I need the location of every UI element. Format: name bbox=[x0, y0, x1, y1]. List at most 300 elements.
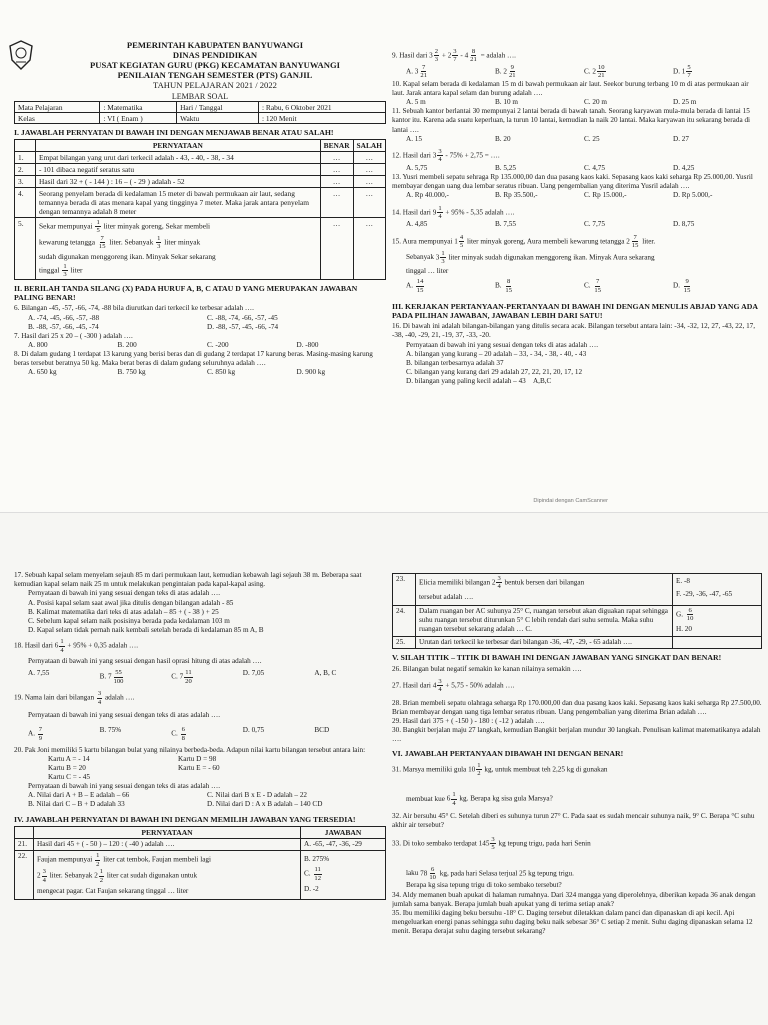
text: C. bbox=[171, 729, 178, 738]
numerator: 5 bbox=[687, 63, 691, 71]
options-7 bbox=[14, 341, 386, 350]
text: 14. Hasil dari bbox=[392, 208, 431, 217]
question-12 bbox=[392, 148, 762, 164]
text: 31. Marsya memiliki gula bbox=[392, 765, 467, 774]
option[interactable]: A. 15 bbox=[406, 134, 422, 143]
denominator: 21 bbox=[597, 72, 605, 80]
denominator: 8 bbox=[181, 734, 185, 742]
answer-choice[interactable] bbox=[673, 574, 762, 606]
whole: 2 bbox=[94, 871, 98, 880]
statement: Seorang penyelam berada di kedalaman 15 meter di bawah permukaan air laut, sedang temannya berada di atas menara kapal yang tingginya 7 meter. Maka jarak antara penyelam dengan temannya adalah 8 meter bbox=[36, 188, 321, 218]
option[interactable]: B. Nilai dari C – B + D adalah 33 bbox=[28, 800, 125, 809]
option[interactable]: D. -88, -57, -45, -66, -74 bbox=[207, 322, 279, 331]
option[interactable]: C. 25 bbox=[584, 134, 600, 143]
denominator: 15 bbox=[631, 242, 639, 250]
option[interactable]: D. 7,05 bbox=[242, 669, 265, 678]
option[interactable]: C. 2 $\frac{10}{21}$ bbox=[584, 63, 605, 80]
option[interactable]: C. -200 bbox=[207, 340, 229, 349]
option[interactable]: C. 7,75 bbox=[584, 220, 605, 229]
card-value: Kartu A = - 14 bbox=[48, 755, 90, 764]
numerator: 7 bbox=[100, 234, 104, 242]
fraction bbox=[95, 852, 100, 868]
numerator: 1 bbox=[477, 761, 481, 769]
denominator: 4 bbox=[497, 583, 501, 591]
answer-choice[interactable] bbox=[673, 636, 762, 648]
options-14 bbox=[392, 220, 762, 229]
question-prompt: Pernyataan di bawah ini yang sesuai dengan teks di atas adalah …. bbox=[28, 782, 221, 791]
numerator: 3 bbox=[97, 690, 102, 698]
text: liter bbox=[70, 265, 83, 275]
question-35: 35. Ibu memiliki daging beku bersuhu -18° C. Daging tersebut diletakkan dalam panci dan dipanaskan di api kecil. Api mengeluarkan energi panas sehingga suhu daging beku naik sebesar 36° C setiap 2 menit. Suhu daging dipanaskan selama 12 menit. Berapa derajat suhu daging tersebut sekarang? bbox=[392, 908, 753, 936]
info-label: Waktu bbox=[177, 113, 259, 124]
option[interactable]: C. Rp 15.000,- bbox=[584, 191, 627, 200]
denominator: 15 bbox=[416, 286, 424, 294]
header-line: DINAS PENDIDIKAN bbox=[172, 50, 258, 60]
question-31 bbox=[392, 762, 762, 808]
option[interactable]: D. Kapal selam tidak pernah naik kembali setelah berada di kedalaman 85 m A, B bbox=[28, 626, 264, 635]
denominator: 5 bbox=[96, 227, 100, 235]
answer-blank[interactable]: … bbox=[320, 176, 353, 188]
numerator: 3 bbox=[438, 677, 442, 685]
card-value bbox=[178, 773, 308, 782]
option[interactable]: A. bilangan yang kurang – 20 adalah – 33, - 34, - 38, - 40, - 43 bbox=[406, 349, 587, 358]
answer-blank[interactable]: … bbox=[353, 218, 385, 280]
table-header: PERNYATAAN bbox=[34, 827, 301, 839]
denominator: 20 bbox=[185, 677, 192, 685]
denominator: 3 bbox=[434, 56, 439, 64]
answer-blank[interactable]: … bbox=[353, 152, 385, 164]
handwritten-answer: A, B, C bbox=[314, 669, 337, 678]
table-row bbox=[393, 574, 762, 606]
fraction bbox=[98, 235, 107, 251]
numerator: 55 bbox=[115, 669, 122, 677]
text: Sebanyak bbox=[406, 253, 434, 262]
denominator: 10 bbox=[429, 873, 436, 881]
text: E. -8 bbox=[676, 577, 690, 585]
fraction bbox=[686, 64, 691, 80]
option[interactable]: D. 900 kg bbox=[296, 368, 326, 377]
row-number: 23. bbox=[393, 574, 416, 606]
text: liter minyak sudah digunakan menggoreng ikan. Minyak Aura sekarang bbox=[448, 253, 655, 262]
answer-choice[interactable] bbox=[673, 605, 762, 636]
option[interactable]: B. bilangan terbesarnya adalah 37 bbox=[406, 358, 504, 367]
option[interactable]: A. 4,85 bbox=[406, 220, 428, 229]
answer-blank[interactable]: … bbox=[320, 188, 353, 218]
info-value: : VI ( Enam ) bbox=[100, 113, 177, 124]
text: sudah digunakan menggoreng ikan. Minyak Sekar sekarang bbox=[39, 251, 216, 261]
question-18 bbox=[14, 638, 386, 654]
row-number: 24. bbox=[393, 605, 416, 636]
question-6: 6. Bilangan -45, -57, -66, -74, -88 bila diurutkan dari terkecil ke terbesar adalah …. bbox=[14, 304, 254, 313]
denominator: 4 bbox=[97, 698, 102, 706]
fraction bbox=[686, 607, 695, 623]
fraction bbox=[59, 638, 64, 654]
numerator: 7 bbox=[422, 63, 426, 71]
card-values bbox=[14, 755, 308, 782]
denominator: 100 bbox=[113, 677, 124, 685]
answer-choice[interactable]: A. -65, -47, -36, -29 bbox=[301, 839, 386, 851]
fraction bbox=[504, 278, 513, 294]
column-1 bbox=[14, 0, 386, 512]
numerator: 6 bbox=[688, 606, 692, 614]
fraction bbox=[452, 48, 457, 64]
option[interactable]: D. bilangan yang paling kecil adalah – 43 bbox=[406, 377, 526, 386]
numerator: 8 bbox=[507, 278, 511, 286]
fraction bbox=[181, 726, 186, 742]
true-false-table bbox=[14, 139, 386, 280]
text: bentuk bersen dari bilangan bbox=[504, 578, 585, 587]
table-header: PERNYATAAN bbox=[36, 140, 321, 152]
whole: 2 bbox=[37, 871, 41, 880]
numerator: 11 bbox=[185, 669, 192, 677]
option[interactable]: D. 1 $\frac{5}{7}$ bbox=[673, 63, 691, 80]
matching-table-continued bbox=[392, 573, 762, 649]
column-3 bbox=[14, 513, 386, 1025]
question-29: 29. Hasil dari 375 + ( -150 ) - 180 : ( -12 ) adalah …. bbox=[392, 717, 545, 726]
denominator: 15 bbox=[594, 286, 601, 294]
numerator: 14 bbox=[416, 278, 424, 286]
fraction bbox=[440, 250, 445, 266]
numerator: 1 bbox=[441, 249, 445, 257]
options-13 bbox=[392, 191, 762, 200]
numerator: 1 bbox=[96, 852, 100, 860]
option[interactable] bbox=[100, 669, 172, 685]
fraction bbox=[419, 64, 428, 80]
question-33 bbox=[392, 836, 762, 882]
numerator: 1 bbox=[452, 791, 456, 799]
section-title: I. JAWABLAH PERNYATAN DI BAWAH INI DENGAN MENJAWAB BENAR ATAU SALAH! bbox=[14, 128, 334, 137]
info-label: Hari / Tanggal bbox=[177, 102, 259, 113]
handwritten-answer: BCD bbox=[314, 726, 330, 735]
denominator: 5 bbox=[459, 242, 464, 250]
numerator: 10 bbox=[597, 63, 605, 71]
option[interactable]: B. 20 bbox=[495, 134, 511, 143]
option[interactable]: A. -74, -45, -66, -57, -88 bbox=[28, 313, 100, 322]
option[interactable]: B. $\frac{8}{15}$ bbox=[495, 278, 512, 294]
whole: 2 bbox=[447, 51, 452, 60]
row-number: 3. bbox=[15, 176, 36, 188]
text: Elicia memiliki bilangan bbox=[419, 578, 491, 587]
answer-blank[interactable]: … bbox=[353, 164, 385, 176]
scan-page-top bbox=[0, 0, 768, 512]
denominator: 10 bbox=[686, 615, 694, 623]
option[interactable]: A. 7,55 bbox=[28, 669, 50, 678]
options-12 bbox=[392, 164, 762, 173]
option[interactable]: D. Nilai dari D : A x B adalah – 140 CD bbox=[207, 800, 323, 809]
table-row bbox=[15, 218, 386, 280]
table-header bbox=[15, 140, 36, 152]
option[interactable]: C. 20 m bbox=[584, 98, 607, 107]
option[interactable]: B. -88, -57, -66, -45, -74 bbox=[28, 322, 99, 331]
row-number: 2. bbox=[15, 164, 36, 176]
text: B. 275% bbox=[304, 855, 330, 864]
question-34: 34. Aldy memanen buah apukat di halaman rumahnya. Dari 324 mangga yang diperolehnya, diberikan kepada 36 anak dengan jumlah sama banyak. Berapa jumlah buah apukat yang di terima setiap anak? bbox=[392, 890, 756, 908]
option[interactable]: D. $\frac{9}{15}$ bbox=[673, 278, 691, 294]
denominator: 4 bbox=[42, 876, 46, 884]
numerator: 11 bbox=[314, 866, 321, 874]
option[interactable]: B. 2 $\frac{9}{21}$ bbox=[495, 63, 516, 80]
text: B. 7 bbox=[99, 673, 112, 681]
option[interactable]: D. Rp 5.000,- bbox=[673, 191, 713, 200]
table-header bbox=[15, 827, 34, 839]
header-line: PENILAIAN TENGAH SEMESTER (PTS) GANJIL bbox=[117, 70, 313, 80]
table-row bbox=[15, 851, 386, 900]
option[interactable]: B. 5,25 bbox=[495, 163, 516, 172]
text: = adalah …. bbox=[480, 51, 516, 60]
fraction bbox=[156, 235, 161, 251]
fraction bbox=[683, 278, 692, 294]
numerator: 3 bbox=[438, 148, 442, 156]
text: 19. Nama lain dari bilangan bbox=[14, 693, 95, 702]
text: tinggal bbox=[39, 265, 60, 275]
whole: 4 bbox=[464, 51, 469, 60]
question-17: 17. Sebuah kapal selam menyelam sejauh 85 m dari permukaan laut, kemudian kebawah lagi sejauh 38 m. Beberapa saat kemudian kapal selam naik 25 m untuk melakukan pengintaian pada kapal-kapal asing. bbox=[14, 571, 362, 589]
whole: 78 bbox=[420, 869, 428, 878]
fraction bbox=[99, 868, 104, 884]
text: 12. Hasil dari bbox=[392, 151, 431, 160]
text: 15. Aura mempunyai bbox=[392, 237, 453, 246]
option[interactable]: D. 4,25 bbox=[673, 163, 695, 172]
options-10 bbox=[392, 98, 762, 107]
answer-choice[interactable] bbox=[301, 851, 386, 900]
question-28: 28. Brian membeli sepatu olahraga seharga Rp 170.000,00 dan dua pasang kaos kaki. Sepasang kaos kaki seharga Rp 27.500,00. Brian membayar dengan uang tiga lembar seratus ribuan. Uang pengembalian yang diterima Brian adalah …. bbox=[392, 698, 762, 716]
answer-blank[interactable]: … bbox=[353, 188, 385, 218]
answer-blank[interactable]: … bbox=[353, 176, 385, 188]
statement: Empat bilangan yang urut dari terkecil adalah - 43, - 40, - 38, - 34 bbox=[36, 152, 321, 164]
statement bbox=[416, 574, 673, 606]
denominator: 21 bbox=[420, 72, 427, 80]
option[interactable]: B. Kalimat matematika dari teks di atas adalah – 85 + ( - 38 ) + 25 bbox=[28, 607, 219, 616]
denominator: 7 bbox=[453, 56, 457, 64]
option[interactable]: D. 0,75 bbox=[242, 726, 265, 735]
option[interactable]: A. 5,75 bbox=[406, 163, 428, 172]
denominator: 15 bbox=[683, 286, 691, 294]
answer-blank[interactable]: … bbox=[320, 164, 353, 176]
text: F. -29, -36, -47, -65 bbox=[676, 590, 733, 598]
whole: 3 bbox=[414, 67, 419, 76]
denominator: 3 bbox=[441, 257, 445, 265]
fraction bbox=[469, 48, 478, 64]
fraction bbox=[184, 669, 193, 685]
text: 27. Hasil dari bbox=[392, 681, 431, 690]
denominator: 2 bbox=[99, 876, 104, 884]
text: + 95% - 5,35 adalah …. bbox=[445, 208, 515, 217]
options-19 bbox=[14, 726, 386, 742]
text: liter. Sebanyak bbox=[109, 237, 154, 247]
document-header bbox=[14, 40, 386, 90]
option[interactable]: C. Nilai dari B x E - D adalah – 22 bbox=[207, 791, 308, 800]
numerator: 3 bbox=[453, 48, 457, 55]
numerator: 2 bbox=[434, 48, 439, 55]
row-number: 4. bbox=[15, 188, 36, 218]
table-row bbox=[15, 839, 386, 851]
option[interactable]: D. 25 m bbox=[673, 98, 697, 107]
numerator: 9 bbox=[685, 278, 689, 286]
sheet-title: LEMBAR SOAL bbox=[171, 92, 229, 101]
denominator: 3 bbox=[63, 271, 67, 279]
table-row bbox=[393, 605, 762, 636]
section-title: II. BERILAH TANDA SILANG (X) PADA HURUF A, B, C ATAU D YANG MERUPAKAN JAWABAN PALING BENAR! bbox=[14, 284, 358, 303]
denominator: 12 bbox=[314, 874, 321, 882]
options-17 bbox=[14, 599, 386, 636]
option[interactable]: A. Rp 40.000,- bbox=[406, 191, 449, 200]
fraction bbox=[451, 791, 456, 807]
denominator: 5 bbox=[491, 844, 495, 852]
card-value: Kartu E = - 60 bbox=[178, 764, 220, 773]
whole: 2 bbox=[592, 67, 596, 76]
options-16 bbox=[392, 350, 762, 387]
question-8: 8. Di dalam gudang 1 terdapat 13 karung yang berisi beras dan di gudang 2 terdapat 17 karung beras. Masing-masing karung beras tersebut beratnya 50 kg. Maka berat beras di dalam gudang seluruhnya adalah …. bbox=[14, 350, 373, 368]
option[interactable]: A. 650 kg bbox=[28, 368, 57, 377]
section-title: V. SILAH TITIK – TITIK DI BAWAH INI DENGAN JAWABAN YANG SINGKAT DAN BENAR! bbox=[392, 652, 722, 662]
option[interactable]: C. 4,75 bbox=[584, 163, 605, 172]
header-line: TAHUN PELAJARAN 2021 / 2022 bbox=[153, 80, 277, 90]
text: H. 20 bbox=[676, 624, 692, 633]
option[interactable]: A. Nilai dari A + B – E adalah – 66 bbox=[28, 791, 130, 800]
fraction bbox=[437, 678, 442, 694]
option[interactable]: C. bilangan yang kurang dari 29 adalah 27, 22, 21, 20, 17, 12 bbox=[406, 368, 583, 377]
text: membuat kue bbox=[406, 795, 445, 804]
numerator: 3 bbox=[42, 868, 46, 876]
question-30: 30. Bangkit berjalan maju 27 langkah, kemudian Bangkit berjalan mundur 30 langkah. Penulisan kalimat matematikanya adalah …. bbox=[392, 726, 761, 744]
table-row bbox=[15, 164, 386, 176]
denominator: 7 bbox=[687, 72, 691, 80]
numerator: 6 bbox=[181, 726, 185, 734]
table-row bbox=[15, 176, 386, 188]
option[interactable]: C. -88, -74, -66, -57, -45 bbox=[207, 313, 278, 322]
card-value: Kartu B = 20 bbox=[48, 764, 86, 773]
whole: 2 bbox=[503, 67, 507, 76]
text: 33. Di toko sembako terdapat bbox=[392, 839, 477, 848]
section-title: IV. JAWABLAH PERNYATAN DI BAWAH INI DENGAN MEMILIH JAWABAN YANG TERSEDIA! bbox=[14, 815, 356, 825]
option[interactable]: B. 200 bbox=[117, 340, 137, 349]
option[interactable]: B. 75% bbox=[99, 726, 122, 735]
whole: 4 bbox=[432, 681, 437, 690]
text: kewarung tetangga bbox=[39, 237, 96, 247]
numerator: 1 bbox=[99, 868, 104, 876]
question-prompt: Pernyataan di bawah ini yang sesuai dengan hasil oprasi hitung di atas adalah …. bbox=[28, 657, 262, 666]
text: + 5,75 - 50% adalah …. bbox=[445, 681, 515, 690]
text: kg, pada hari Selasa terjual 25 kg tepung trigu. bbox=[439, 869, 574, 878]
text: liter. Sebanyak bbox=[49, 871, 93, 880]
option[interactable]: D. 27 bbox=[673, 134, 689, 143]
question-27 bbox=[392, 678, 762, 694]
row-number: 21. bbox=[15, 839, 34, 851]
numerator: 9 bbox=[510, 63, 514, 71]
option[interactable]: C. Sebelum kapal selam naik posisinya berada pada kedalaman 103 m bbox=[28, 617, 230, 626]
row-number: 25. bbox=[393, 636, 416, 648]
fraction bbox=[459, 234, 464, 250]
numerator: 1 bbox=[157, 234, 161, 242]
info-value: : Matematika bbox=[100, 102, 177, 113]
numerator: 1 bbox=[60, 638, 64, 646]
text: liter minyak goreng, Sekar membeli bbox=[103, 221, 211, 231]
text: kg. Berapa kg sisa gula Marsya? bbox=[459, 795, 553, 804]
numerator: 7 bbox=[596, 278, 600, 286]
question-32: 32. Air bersuhu 45° C. Setelah diberi es suhunya turun 27° C. Pada saat es sudah mencair suhunya naik, 9° C. Berapa °C suhu akhir air tersebut? bbox=[392, 812, 755, 830]
denominator: 15 bbox=[505, 286, 512, 294]
text: + 95% + 0,35 adalah …. bbox=[67, 641, 139, 650]
numerator: 1 bbox=[63, 262, 67, 270]
table-header: JAWABAN bbox=[301, 827, 386, 839]
question-14 bbox=[392, 205, 762, 221]
statement: - 101 dibaca negatif seratus satu bbox=[36, 164, 321, 176]
fraction bbox=[490, 836, 495, 852]
option[interactable]: A. Posisi kapal selam saat awal jika ditulis dengan bilangan adalah - 85 bbox=[28, 598, 234, 607]
matching-table bbox=[14, 826, 386, 900]
option[interactable]: D. 8,75 bbox=[673, 220, 695, 229]
text: D. -2 bbox=[304, 885, 319, 894]
denominator: 4 bbox=[438, 213, 442, 221]
whole: 10 bbox=[468, 765, 476, 774]
card-value: Kartu D = 98 bbox=[178, 755, 217, 764]
option[interactable] bbox=[171, 726, 243, 742]
option[interactable]: B. 750 kg bbox=[117, 368, 146, 377]
text: liter minyak goreng, Aura membeli kewarung tetangga bbox=[466, 237, 625, 246]
option[interactable]: A. 5 m bbox=[406, 98, 426, 107]
fraction bbox=[42, 868, 47, 884]
info-table bbox=[14, 101, 386, 124]
statement: Dalam ruangan ber AC suhunya 25° C, ruangan tersebut akan diguakan rapat sehingga suhu ruangan tersebut diturunkan 5° C lebih rendah dari suhu semula. Maka suhu ruangan tersebut sekarang adalah … C. bbox=[416, 605, 673, 636]
whole: 1 bbox=[454, 237, 458, 246]
text: kg tepung trigu, pada hari Senin bbox=[498, 839, 591, 848]
fraction bbox=[113, 669, 125, 685]
option[interactable]: C. $\frac{7}{15}$ bbox=[584, 278, 601, 294]
whole: 6 bbox=[446, 795, 451, 804]
options-9 bbox=[392, 64, 762, 80]
section-title: VI. JAWABLAH PERTANYAAN DIBAWAH INI DENGAN BENAR! bbox=[392, 748, 624, 758]
whole: 6 bbox=[54, 641, 59, 650]
option[interactable]: B. 7,55 bbox=[495, 220, 516, 229]
option[interactable]: A. 800 bbox=[28, 340, 48, 349]
fraction bbox=[416, 278, 425, 294]
numerator: 8 bbox=[471, 48, 476, 55]
header-line: PEMERINTAH KABUPATEN BANYUWANGI bbox=[126, 40, 304, 50]
column-4 bbox=[392, 513, 762, 1025]
option[interactable]: C. 850 kg bbox=[207, 368, 236, 377]
statement: Hasil dari 32 + ( - 144 ) : 16 – ( - 29 ) adalah - 52 bbox=[36, 176, 321, 188]
text: liter cat tembok, Faujan membeli lagi bbox=[103, 856, 211, 865]
question-prompt: Berapa kg sisa tepung trigu di toko sembako tersebut? bbox=[406, 881, 562, 890]
option[interactable]: A. 3 $\frac{7}{21}$ bbox=[406, 63, 427, 80]
fraction bbox=[95, 219, 100, 235]
answer-blank[interactable]: … bbox=[320, 218, 353, 280]
fraction bbox=[62, 263, 67, 279]
denominator: 4 bbox=[438, 156, 442, 164]
whole: 2 bbox=[626, 237, 630, 246]
answer-blank[interactable]: … bbox=[320, 152, 353, 164]
denominator: 2 bbox=[96, 860, 100, 868]
scan-page-bottom bbox=[0, 512, 768, 1025]
whole: 3 bbox=[432, 151, 437, 160]
text: C. bbox=[304, 870, 311, 879]
text: liter cat sudah digunakan untuk bbox=[106, 871, 198, 880]
question-16: 16. Di bawah ini adalah bilangan-bilangan yang ditulis secara acak. Bilangan tersebut antara lain: -34, -32, 12, 27, -43, 22, 17, -38, -40, -29, 21, -19, 37, -33, -20. bbox=[392, 322, 756, 340]
option[interactable]: D. -800 bbox=[296, 340, 319, 349]
numerator: 3 bbox=[497, 575, 501, 582]
fraction bbox=[508, 64, 517, 80]
question-20: 20. Pak Joni memiliki 5 kartu bilangan bulat yang nilainya berbeda-beda. Adapun nilai kartu bilangan tersebut antara lain: bbox=[14, 746, 366, 755]
question-7: 7. Hasil dari 25 x 20 – ( -300 ) adalah …. bbox=[14, 331, 133, 340]
option[interactable]: B. Rp 35.500,- bbox=[495, 191, 538, 200]
text: tinggal … liter bbox=[406, 267, 449, 276]
option[interactable] bbox=[28, 726, 100, 742]
option[interactable]: B. 10 m bbox=[495, 98, 518, 107]
option[interactable]: A. $\frac{14}{15}$ bbox=[406, 278, 424, 294]
text: mengecat pagar. Cat Faujan sekarang tinggal … liter bbox=[37, 887, 189, 896]
option[interactable] bbox=[171, 669, 243, 685]
table-row bbox=[15, 188, 386, 218]
